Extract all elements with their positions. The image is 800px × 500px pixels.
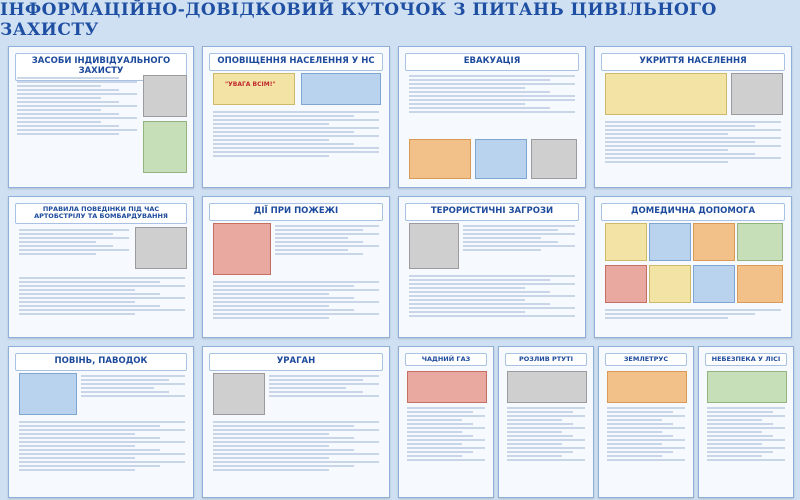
first-aid-text — [605, 307, 781, 321]
panel-title: ДІЇ ПРИ ПОЖЕЖІ — [209, 203, 383, 221]
stand-board — [0, 40, 800, 500]
shelling-text — [19, 227, 129, 257]
panel-title: УКРИТТЯ НАСЕЛЕННЯ — [601, 53, 785, 71]
documents-image — [531, 139, 577, 179]
shelter-text — [605, 119, 781, 165]
panel-title: ПРАВИЛА ПОВЕДІНКИ ПІД ЧАС АРТОБСТРІЛУ ТА БОМБАРДУВАННЯ — [15, 203, 187, 224]
terrorism-text-2 — [409, 273, 575, 319]
flood-text-2 — [19, 419, 185, 473]
hurricane-text — [269, 373, 379, 399]
panel-flood[interactable] — [8, 346, 194, 498]
panel-first-aid[interactable] — [594, 196, 792, 338]
mercury-text — [507, 405, 585, 463]
panel-title: ЗАСОБИ ІНДИВІДУАЛЬНОГО ЗАХИСТУ — [15, 53, 187, 81]
panel-forest-danger[interactable] — [698, 346, 794, 498]
page-header — [0, 0, 800, 40]
gas-mask-image — [143, 75, 187, 117]
mercury-image — [507, 371, 587, 403]
panel-terrorism[interactable] — [398, 196, 586, 338]
evacuation-text — [409, 73, 575, 115]
first-aid-step-4-image — [737, 223, 783, 261]
fire-image — [213, 223, 271, 275]
first-aid-step-8-image — [737, 265, 783, 303]
panel-title: ЧАДНИЙ ГАЗ — [405, 353, 487, 366]
hurricane-text-2 — [213, 419, 379, 473]
shelling-text-2 — [19, 275, 185, 317]
panel-title: ДОМЕДИЧНА ДОПОМОГА — [601, 203, 785, 221]
flood-text — [81, 373, 185, 399]
panel-title: РОЗЛИВ РТУТІ — [505, 353, 587, 366]
protective-suit-image — [143, 121, 187, 173]
hurricane-image — [213, 373, 265, 415]
panel-title: ОПОВІЩЕННЯ НАСЕЛЕННЯ У НС — [209, 53, 383, 71]
forest-image — [707, 371, 787, 403]
page-title: ІНФОРМАЦІЙНО-ДОВІДКОВИЙ КУТОЧОК З ПИТАНЬ ЦИВІЛЬНОГО ЗАХИСТУ — [0, 0, 717, 40]
panel-title: ЗЕМЛЕТРУС — [605, 353, 687, 366]
fire-text-2 — [213, 279, 379, 321]
panel-title: НЕБЕЗПЕКА У ЛІСІ — [705, 353, 787, 366]
panel-title: ТЕРОРИСТИЧНІ ЗАГРОЗИ — [405, 203, 579, 221]
earthquake-image — [607, 371, 687, 403]
panel-fire[interactable] — [202, 196, 390, 338]
carbon-monoxide-text — [407, 405, 485, 463]
carbon-monoxide-image — [407, 371, 487, 403]
first-aid-step-6-image — [649, 265, 691, 303]
siren-image — [213, 73, 295, 105]
shelter-room-image — [731, 73, 783, 115]
terrorism-text — [463, 223, 575, 253]
first-aid-step-7-image — [693, 265, 735, 303]
panel-shelter[interactable] — [594, 46, 792, 188]
fire-text — [275, 223, 379, 257]
panel-alerting[interactable] — [202, 46, 390, 188]
first-aid-step-3-image — [693, 223, 735, 261]
panel-title: ПОВІНЬ, ПАВОДОК — [15, 353, 187, 371]
first-aid-step-1-image — [605, 223, 647, 261]
shelter-diagram-image — [605, 73, 727, 115]
flood-image — [19, 373, 77, 415]
first-aid-step-5-image — [605, 265, 647, 303]
panel-title: УРАГАН — [209, 353, 383, 371]
earthquake-text — [607, 405, 685, 463]
alert-banner: "УВАГА ВСІМ!" — [225, 81, 276, 88]
forest-text — [707, 405, 785, 463]
ppe-table — [17, 75, 137, 175]
suspicious-object-image — [409, 223, 459, 269]
panel-earthquake[interactable] — [598, 346, 694, 498]
first-aid-step-2-image — [649, 223, 691, 261]
panel-mercury-spill[interactable] — [498, 346, 594, 498]
panel-evacuation[interactable] — [398, 46, 586, 188]
evacuation-bus-image — [409, 139, 471, 179]
alerting-text — [213, 109, 379, 159]
evacuation-kit-image — [475, 139, 527, 179]
ruins-image — [135, 227, 187, 269]
panel-ppe[interactable] — [8, 46, 194, 188]
panel-hurricane[interactable] — [202, 346, 390, 498]
panel-carbon-monoxide[interactable] — [398, 346, 494, 498]
panel-title: ЕВАКУАЦІЯ — [405, 53, 579, 71]
panel-shelling[interactable] — [8, 196, 194, 338]
loudspeaker-image — [301, 73, 381, 105]
